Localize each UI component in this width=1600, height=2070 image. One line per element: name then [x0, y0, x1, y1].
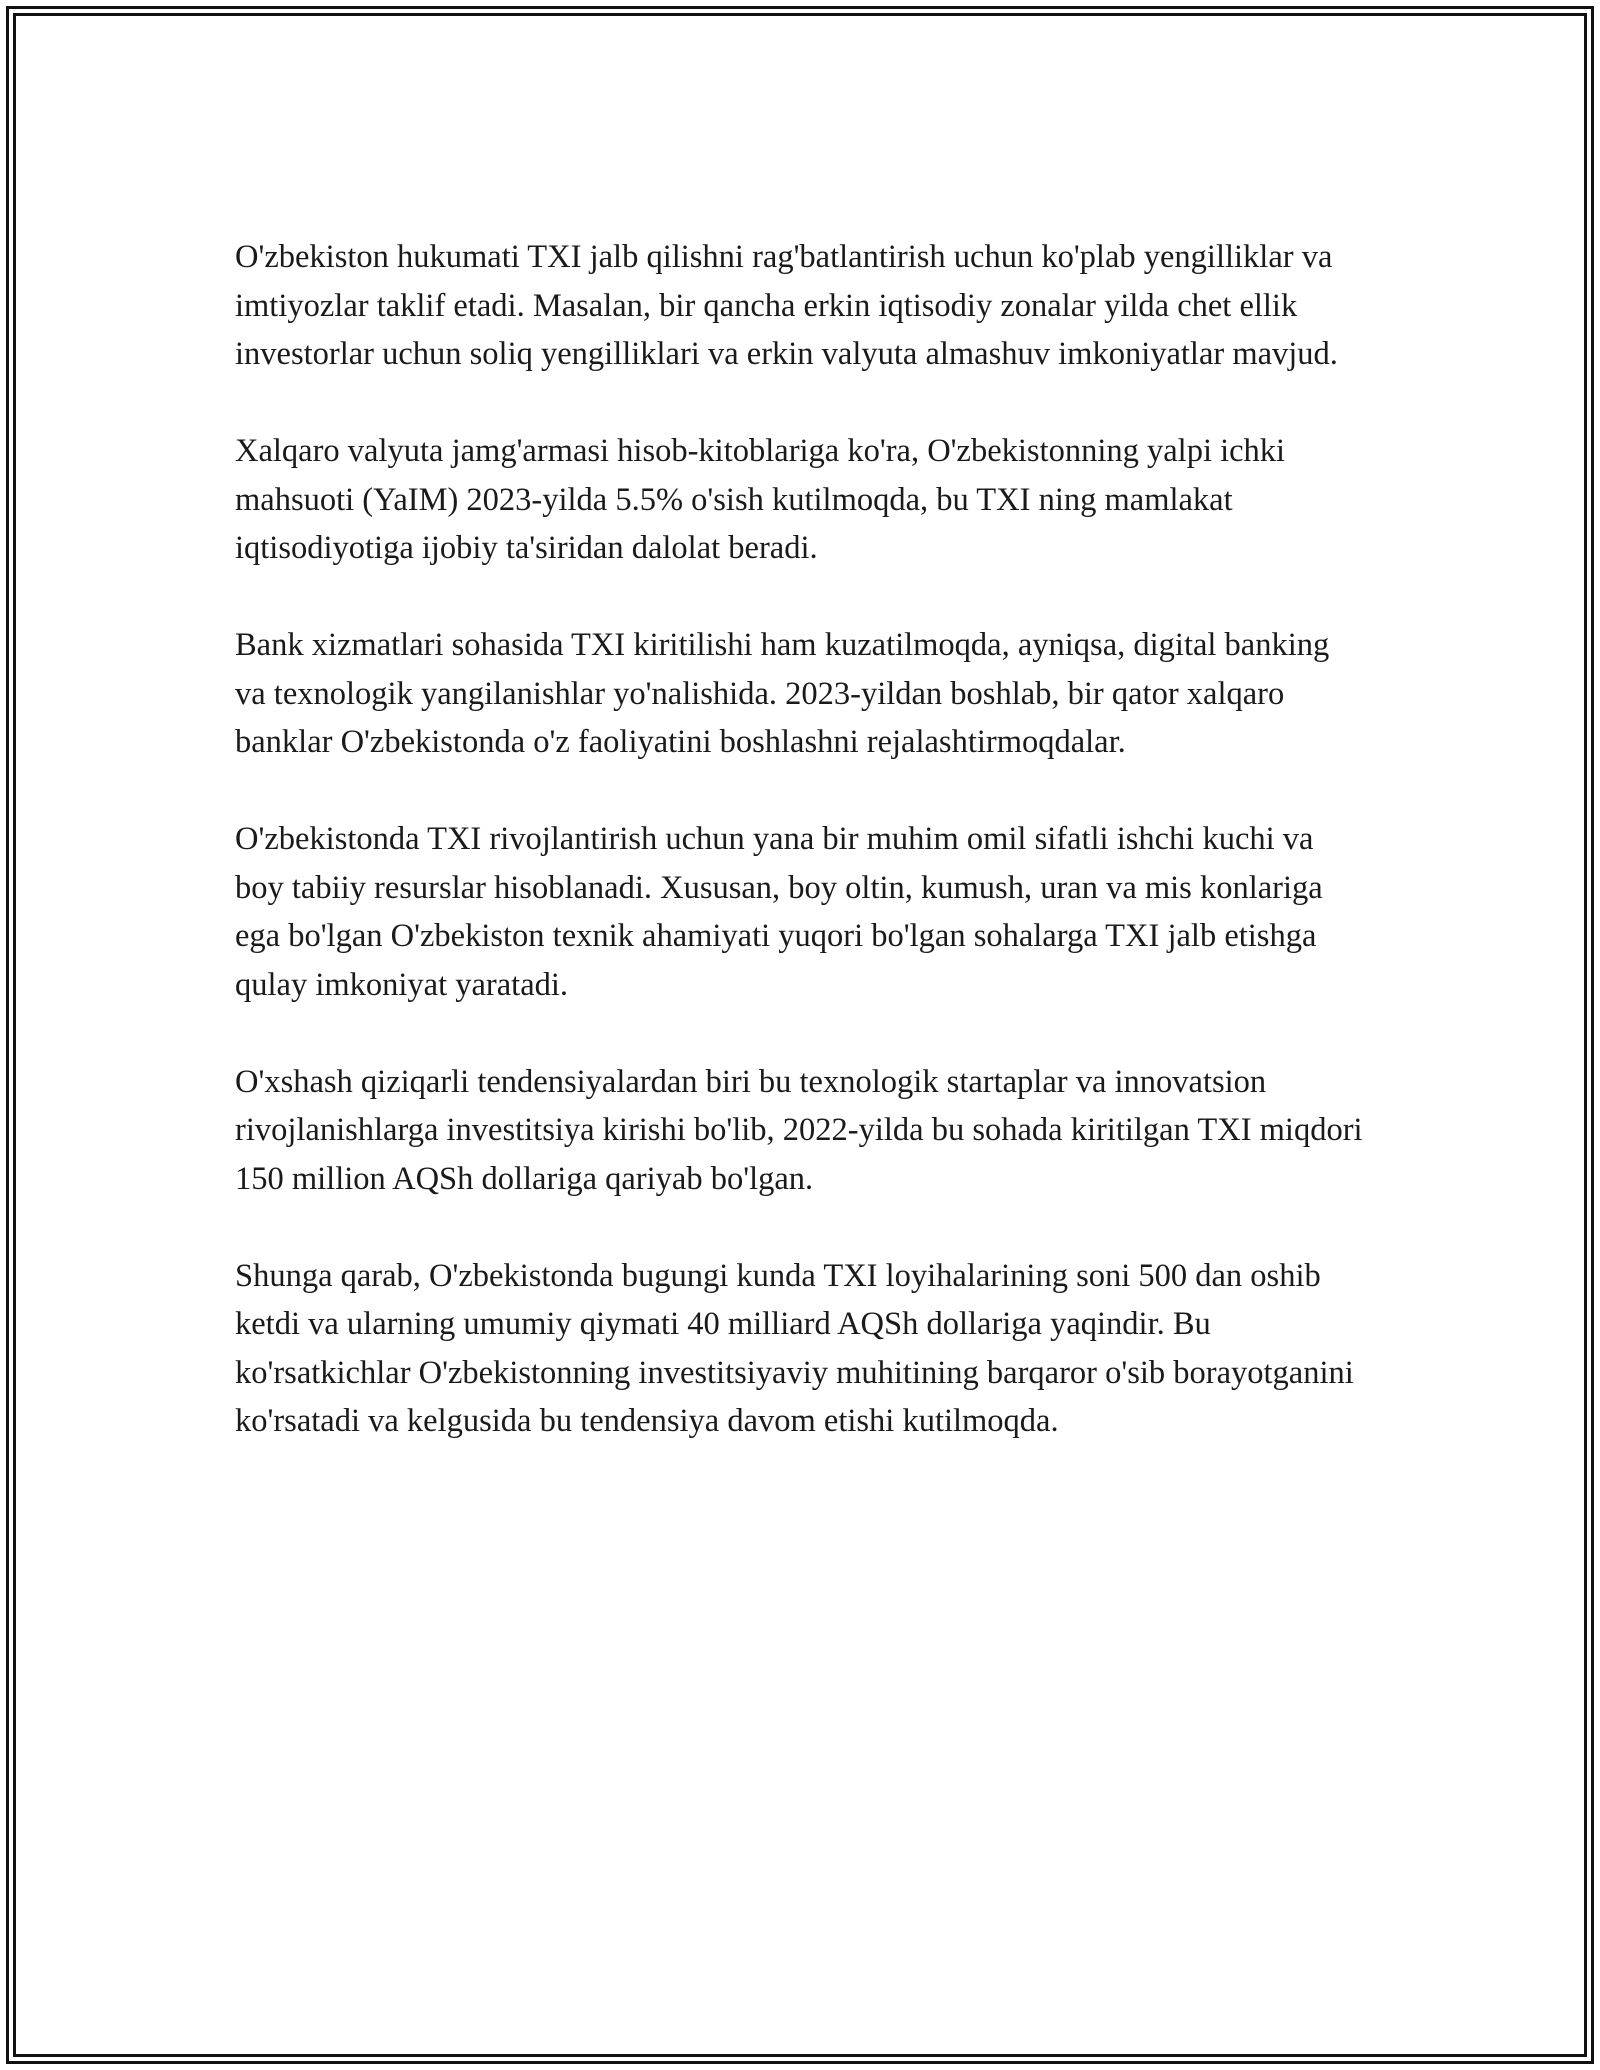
- paragraph-banking-services: Bank xizmatlari sohasida TXI kiritilishi ham kuzatilmoqda, ayniqsa, digital banking va texnologik yangilanishlar yo'nalishida. 2023-yildan boshlab, bir qator xalqaro banklar O'zbekistonda o'z faoliyatini boshlashni rejalashtirmoqdalar.: [235, 627, 1330, 760]
- paragraph-labor-resources: O'zbekistonda TXI rivojlantirish uchun yana bir muhim omil sifatli ishchi kuchi va boy tabiiy resurslar hisoblanadi. Xususan, boy oltin, kumush, uran va mis konlariga ega bo'lgan O'zbekiston texnik ahamiyati yuqori bo'lgan sohalarga TXI jalb etishga qulay imkoniyat yaratadi.: [235, 821, 1323, 1003]
- paragraph-gdp-growth: Xalqaro valyuta jamg'armasi hisob-kitoblariga ko'ra, O'zbekistonning yalpi ichki mahsuoti (YaIM) 2023-yilda 5.5% o'sish kutilmoqda, bu TXI ning mamlakat iqtisodiyotiga ijobiy ta'siridan dalolat beradi.: [235, 433, 1286, 566]
- paragraph-project-summary: Shunga qarab, O'zbekistonda bugungi kunda TXI loyihalarining soni 500 dan oshib ketdi va ularning umumiy qiymati 40 milliard AQSh dollariga yaqindir. Bu ko'rsatkichlar O'zbekistonning investitsiyaviy muhitining barqaror o'sib borayotganini ko'rsatadi va kelgusida bu tendensiya davom etishi kutilmoqda.: [235, 1257, 1354, 1439]
- paragraph-investment-incentives: O'zbekiston hukumati TXI jalb qilishni rag'batlantirish uchun ko'plab yengilliklar va imtiyozlar taklif etadi. Masalan, bir qancha erkin iqtisodiy zonalar yilda chet ellik investorlar uchun soliq yengilliklari va erkin valyuta almashuv imkoniyatlar mavjud.: [235, 239, 1338, 372]
- paragraph-tech-startups: O'xshash qiziqarli tendensiyalardan biri bu texnologik startaplar va innovatsion rivojlanishlarga investitsiya kirishi bo'lib, 2022-yilda bu sohada kiritilgan TXI miqdori 150 million AQSh dollariga qariyab bo'lgan.: [235, 1063, 1363, 1197]
- document-body: [235, 233, 1365, 1494]
